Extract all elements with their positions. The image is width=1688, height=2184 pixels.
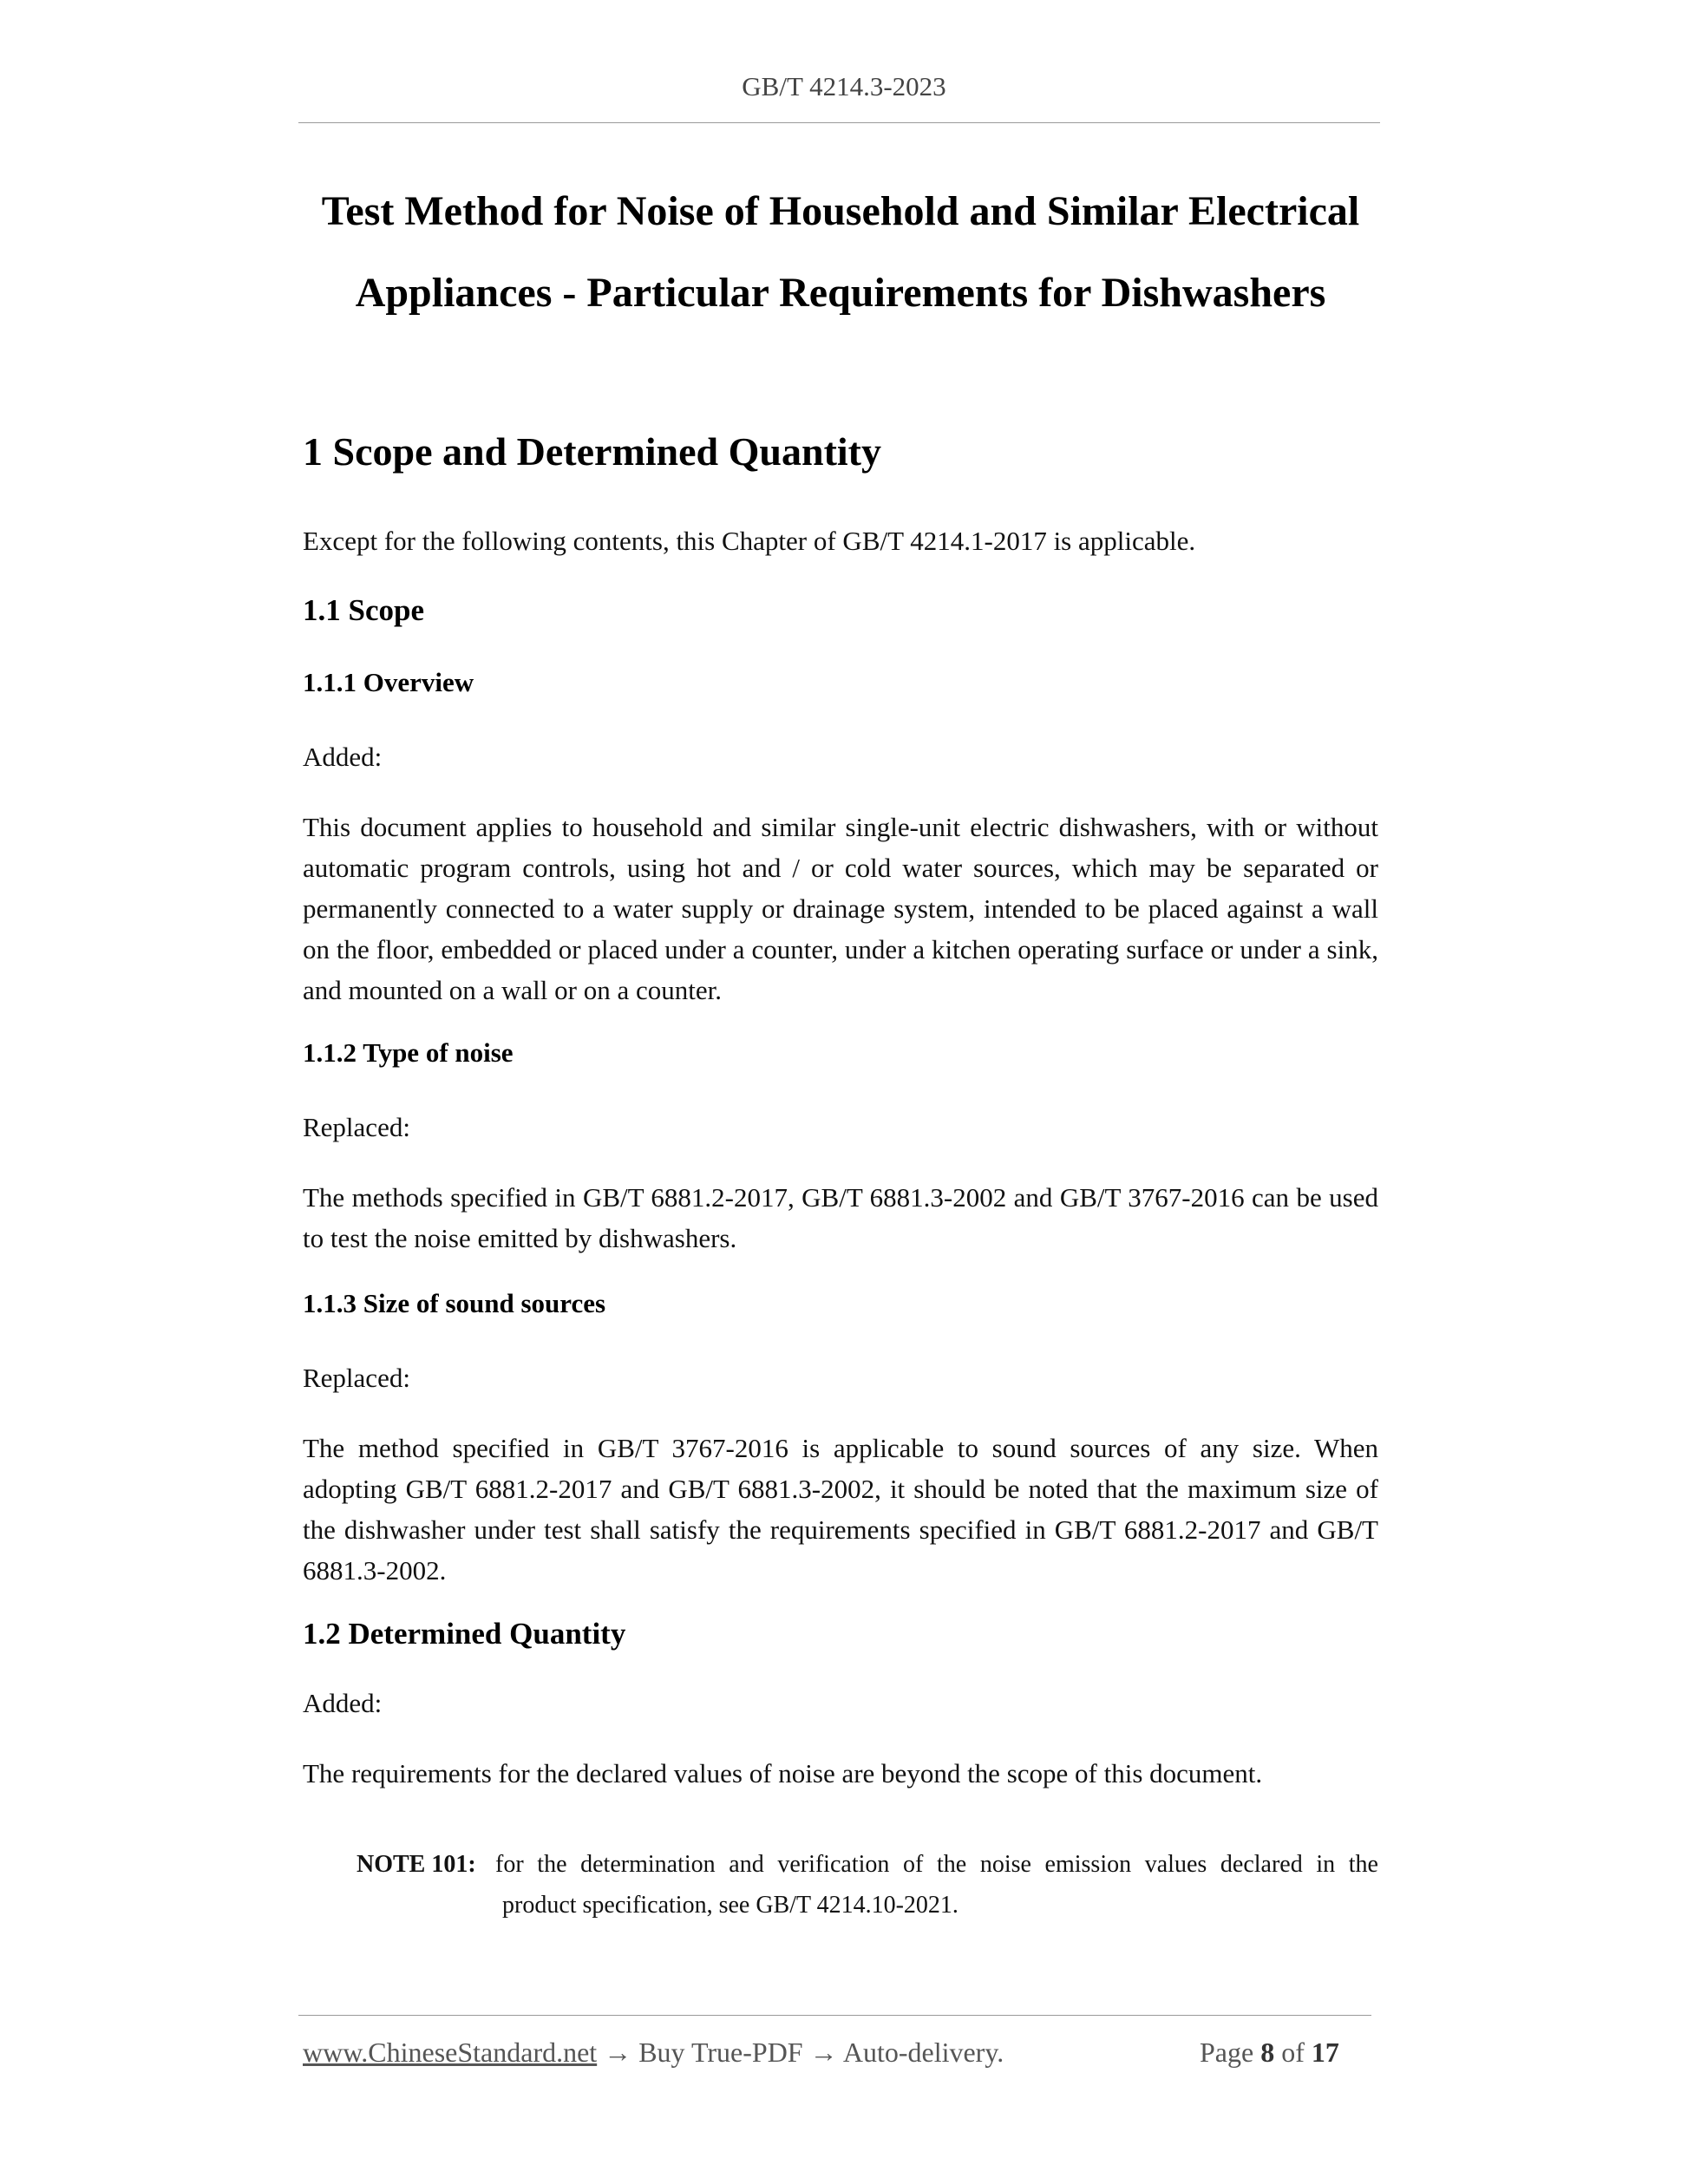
note-text-line-1: for the determination and verification of the noise emission values declared in the [495,1851,1378,1878]
page-total: 17 [1311,2037,1339,2068]
header-divider [298,122,1380,123]
footer-site-link[interactable]: www.ChineseStandard.net [303,2037,598,2068]
section-1-heading: 1 Scope and Determined Quantity [303,429,881,474]
section-1-1-3-heading: 1.1.3 Size of sound sources [303,1288,606,1318]
section-1-1-2-text: The methods specified in GB/T 6881.2-2017, GB/T 6881.3-2002 and GB/T 3767-2016 can be used to test the noise emitted by dishwashers. [303,1182,1378,1253]
section-1-1-1-label: Added: [303,742,383,772]
running-header: GB/T 4214.3-2023 [742,71,946,101]
document-title-line-2: Appliances - Particular Requirements for Dishwashers [355,270,1326,316]
note-text-line-2: product specification, see GB/T 4214.10-2021. [502,1892,958,1919]
section-1-1-heading: 1.1 Scope [303,593,424,627]
section-1-1-2-heading: 1.1.2 Type of noise [303,1037,514,1068]
section-1-2-text: The requirements for the declared values of noise are beyond the scope of this document. [303,1758,1263,1788]
section-1-1-3-label: Replaced: [303,1363,410,1393]
footer-promo-text: → Buy True-PDF → Auto-delivery. [597,2037,1004,2068]
section-1-1-3-text: The method specified in GB/T 3767-2016 is applicable to sound sources of any size. When adopting GB/T 6881.2-2017 and GB/T 6881.3-2002, it should be noted that the maximum size of the dishwasher under test shall satisfy the requirements specified in GB/T 6881.2-2017 and GB/T 6881.3-2002. [303,1433,1378,1586]
footer-promo [303,2035,1004,2070]
section-1-2-label: Added: [303,1688,383,1718]
section-1-1-1-heading: 1.1.1 Overview [303,667,474,697]
of-word: of [1281,2037,1305,2068]
section-1-2-heading: 1.2 Determined Quantity [303,1617,626,1651]
footer-divider [298,2015,1371,2016]
page-counter [1200,2035,1339,2070]
note-label: NOTE 101: [357,1851,476,1878]
section-1-intro: Except for the following contents, this Chapter of GB/T 4214.1-2017 is applicable. [303,526,1196,556]
page-current: 8 [1260,2037,1275,2068]
page-word: Page [1200,2037,1254,2068]
section-1-1-1-text: This document applies to household and similar single-unit electric dishwashers, with or without automatic program controls, using hot and / or cold water sources, which may be separated or permanently connected to a water supply or drainage system, intended to be placed against a wall on the floor, embedded or placed under a counter, under a kitchen operating surface or under a sink, and mounted on a wall or on a counter. [303,812,1378,1005]
note-101 [357,1844,1378,1919]
section-1-1-2-label: Replaced: [303,1112,410,1142]
document-title-line-1: Test Method for Noise of Household and Similar Electrical [321,188,1360,234]
